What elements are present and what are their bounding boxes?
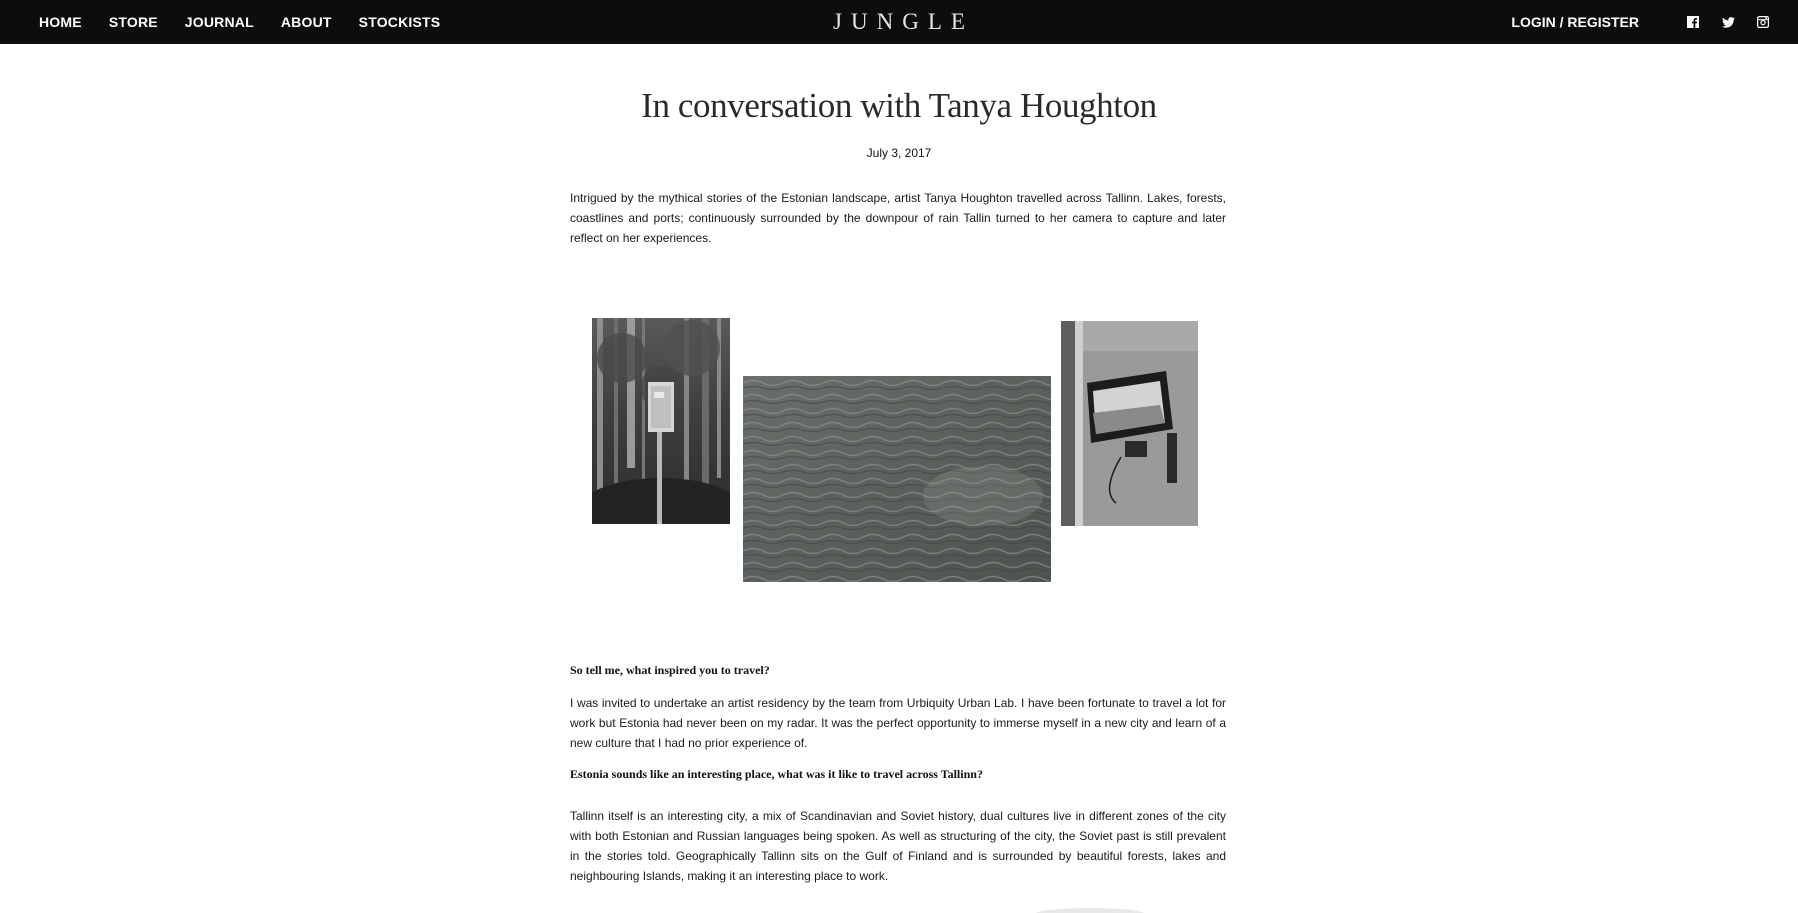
login-register-link[interactable]: LOGIN / REGISTER [1511, 14, 1639, 30]
interview-q1-block [570, 663, 1226, 678]
nav-journal[interactable]: JOURNAL [184, 14, 254, 30]
article-intro: Intrigued by the mythical stories of the Estonian landscape, artist Tanya Houghton travelled across Tallinn. Lakes, forests, coastlines and ports; continuously surrounded by the downpour of rain Tallin turned to her camera to capture and later reflect on her experiences. [570, 191, 1226, 245]
nav-about[interactable]: ABOUT [280, 14, 332, 30]
account-nav [1511, 0, 1770, 44]
main-nav [39, 0, 467, 44]
interview-question-2: Estonia sounds like an interesting place, what was it like to travel across Tallinn? [570, 767, 983, 781]
interview-answer-1: I was invited to undertake an artist residency by the team from Urbiquity Urban Lab. I have been fortunate to travel a lot for work but Estonia had never been on my radar. It was the perfect opportunity to immerse myself in a new city and learn of a new culture that I had no prior experience of. [570, 696, 1226, 750]
facebook-icon[interactable] [1686, 15, 1700, 29]
nav-home[interactable]: HOME [39, 14, 82, 30]
interview-a1-block [570, 693, 1226, 753]
photo-forest-sign [592, 318, 730, 524]
photo-water [743, 376, 1051, 582]
top-navigation-bar [0, 0, 1798, 44]
instagram-icon[interactable] [1756, 15, 1770, 29]
photo-wall-tv [1061, 321, 1198, 526]
nav-stockists[interactable]: STOCKISTS [358, 14, 441, 30]
article-date: July 3, 2017 [866, 146, 932, 160]
interview-answer-2: Tallinn itself is an interesting city, a mix of Scandinavian and Soviet history, dual cultures live in different zones of the city with both Estonian and Russian languages being spoken. As well as structuring of the city, the Soviet past is still prevalent in the stories told. Geographically Tallinn sits on the Gulf of Finland and is surrounded by beautiful forests, lakes and neighbouring Islands, making it an interesting place to work. [570, 809, 1226, 883]
next-image-edge [1030, 904, 1150, 913]
article-intro-block [570, 188, 1226, 248]
twitter-icon[interactable] [1721, 15, 1735, 29]
interview-a2-block [570, 806, 1226, 886]
brand-logo[interactable]: JUNGLE [833, 9, 974, 34]
interview-q2-block [570, 767, 1226, 782]
article-title: In conversation with Tanya Houghton [641, 86, 1157, 125]
interview-question-1: So tell me, what inspired you to travel? [570, 663, 770, 677]
nav-store[interactable]: STORE [108, 14, 158, 30]
